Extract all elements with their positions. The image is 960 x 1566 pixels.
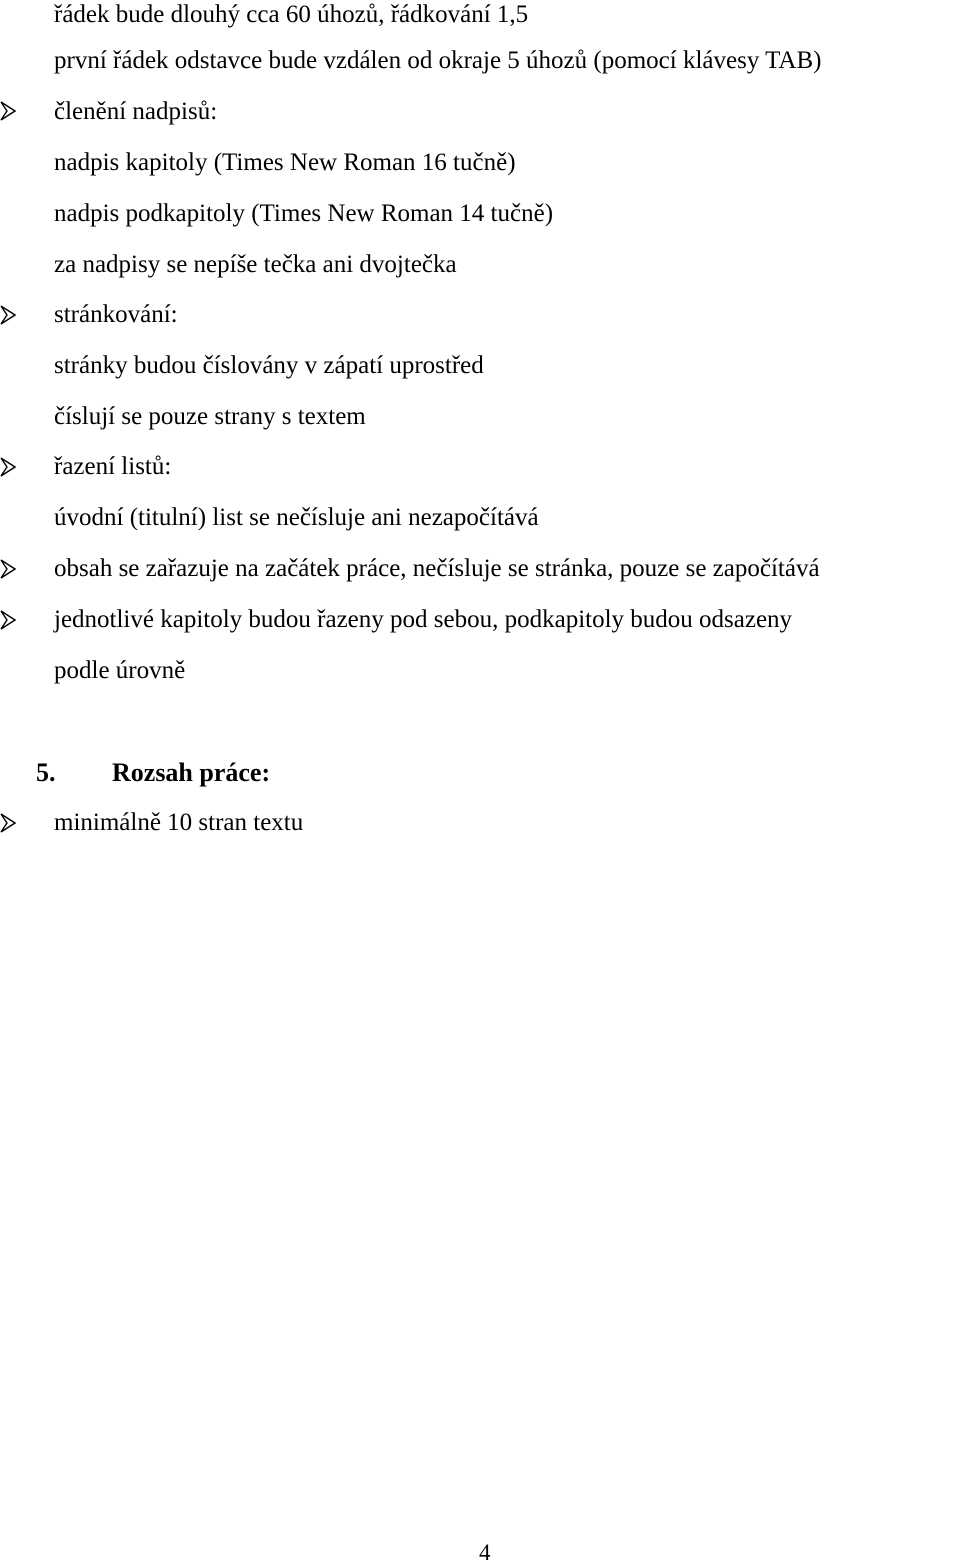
text-line: stránky budou číslovány v zápatí uprostřed (54, 352, 484, 379)
text-line: nadpis kapitoly (Times New Roman 16 tučně) (54, 149, 516, 176)
text-line: první řádek odstavce bude vzdálen od okraje 5 úhozů (pomocí klávesy TAB) (54, 47, 822, 74)
arrowhead-bullet-icon (0, 559, 16, 579)
text-line: za nadpisy se nepíše tečka ani dvojtečka (54, 251, 457, 278)
text-line: podle úrovně (54, 657, 186, 684)
text-line: řazení listů: (54, 453, 172, 480)
text-line: jednotlivé kapitoly budou řazeny pod sebou, podkapitoly budou odsazeny (54, 606, 793, 633)
section-heading: Rozsah práce: (112, 758, 271, 787)
text-line: číslují se pouze strany s textem (54, 403, 366, 430)
arrowhead-bullet-icon (0, 457, 16, 477)
text-line: minimálně 10 stran textu (54, 809, 304, 836)
text-line: obsah se zařazuje na začátek práce, nečísluje se stránka, pouze se započítává (54, 555, 820, 582)
text-line: nadpis podkapitoly (Times New Roman 14 tučně) (54, 200, 554, 227)
text-line: úvodní (titulní) list se nečísluje ani nezapočítává (54, 504, 539, 531)
text-line: stránkování: (54, 301, 178, 328)
arrowhead-bullet-icon (0, 305, 16, 325)
arrowhead-bullet-icon (0, 813, 16, 833)
arrowhead-bullet-icon (0, 101, 16, 121)
arrowhead-bullet-icon (0, 610, 16, 630)
page-number: 4 (479, 1540, 491, 1565)
section-number: 5. (36, 758, 56, 787)
text-line: členění nadpisů: (54, 98, 218, 125)
text-line: řádek bude dlouhý cca 60 úhozů, řádkování 1,5 (54, 1, 529, 28)
